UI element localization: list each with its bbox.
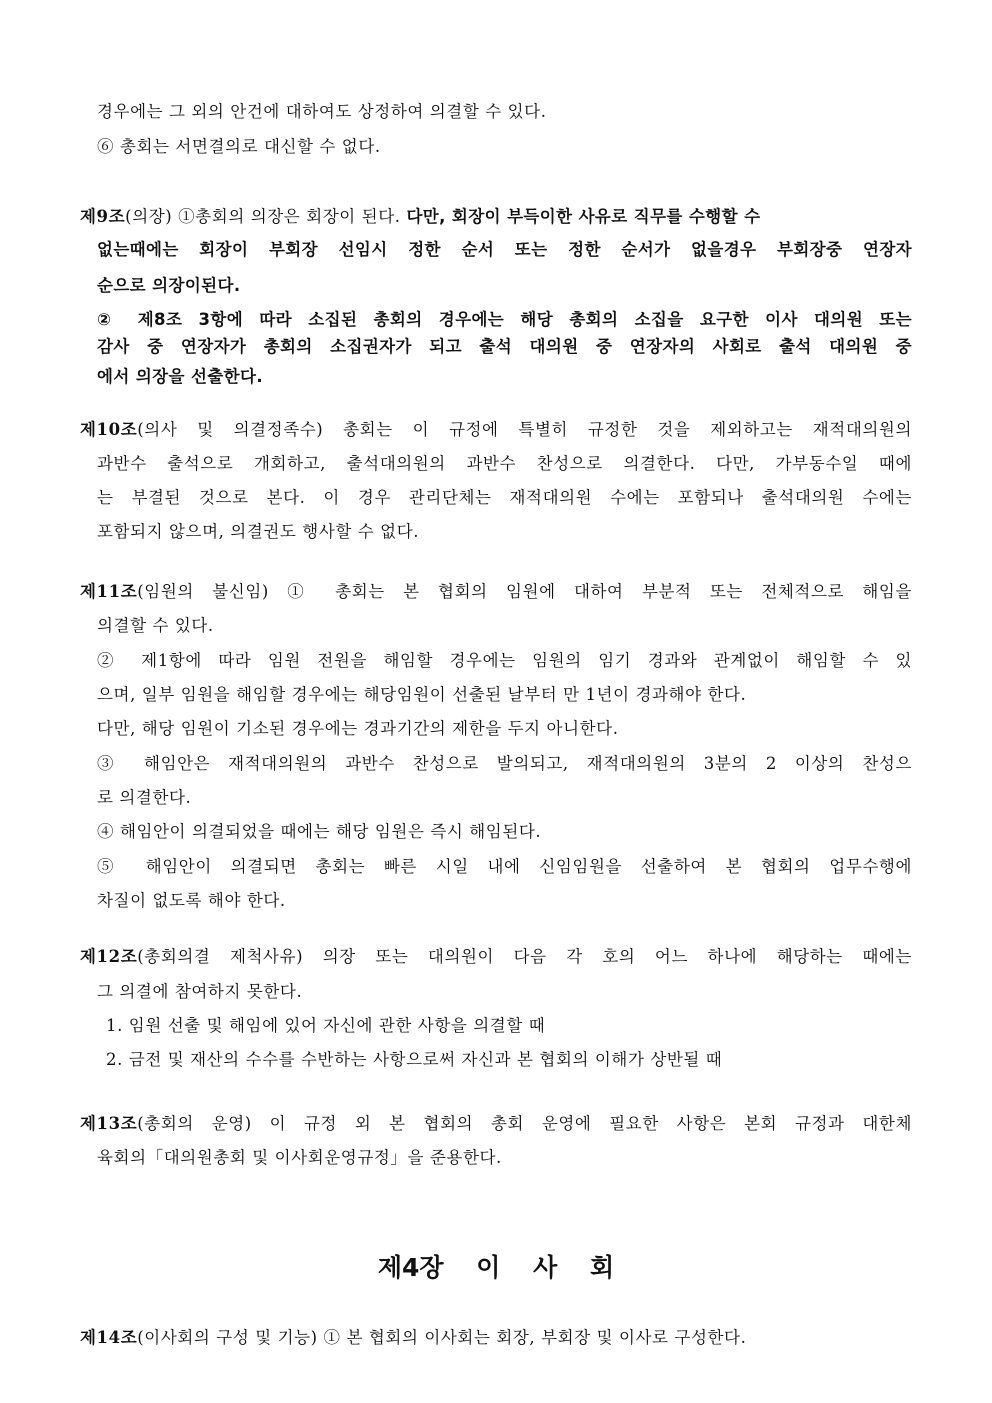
article-12-line-1 (80, 946, 912, 968)
article-9-number: 제9조 (80, 207, 126, 226)
article-11-line-9: ⑤ 해임안이 의결되면 총회는 빠른 시일 내에 신임임원을 선출하여 본 협회의 업무수행에 (97, 857, 912, 876)
article-11-line-6: ③ 해임안은 재적대의원의 과반수 찬성으로 발의되고, 재적대의원의 3분의 2 이상의 찬성으 (97, 754, 912, 773)
article-11-line-2: 의결할 수 있다. (97, 616, 214, 635)
article-14-text-1: (이사회의 구성 및 기능) ① 본 협회의 이사회는 회장, 부회장 및 이사로 구성한다. (137, 1328, 747, 1347)
article-9-title: (의장) (125, 207, 179, 226)
article-9-line-6: 에서 의장을 선출한다. (97, 367, 264, 386)
article-10-line-1 (80, 419, 912, 441)
article-14-number: 제14조 (80, 1328, 138, 1347)
article-12-line-2: 그 의결에 참여하지 못한다. (97, 982, 303, 1001)
article-11-line-10: 차질이 없도록 해야 한다. (97, 891, 286, 910)
article-9-line-3: 순으로 의장이된다. (97, 276, 241, 295)
article-11-line-1 (80, 581, 912, 603)
article-9-para-1: ①총회의 의장은 회장이 된다. (178, 207, 407, 226)
article-12-number: 제12조 (80, 947, 138, 966)
article-13-text-1: (총회의 운영) 이 규정 외 본 협회의 총회 운영에 필요한 사항은 본회 규정과 대한체 (137, 1114, 912, 1133)
article-10-line-3: 는 부결된 것으로 본다. 이 경우 관리단체는 재적대의원 수에는 포함되나 출석대의원 수에는 (97, 488, 912, 507)
article-11-line-4: 으며, 일부 임원을 해임할 경우에는 해당임원이 선출된 날부터 만 1년이 경과해야 한다. (97, 685, 747, 704)
article-10-text-1: (의사 및 의결정족수) 총회는 이 규정에 특별히 규정한 것을 제외하고는 재적대의원의 (137, 420, 912, 439)
article-11-line-7: 로 의결한다. (97, 788, 192, 807)
article-12-item-1: 1. 임원 선출 및 해임에 있어 자신에 관한 사항을 의결할 때 (106, 1016, 546, 1035)
article-9-line-5: 감사 중 연장자가 총회의 소집권자가 되고 출석 대의원 중 연장자의 사회로 출석 대의원 중 (97, 337, 912, 356)
article-9-line-4: ② 제8조 3항에 따라 소집된 총회의 경우에는 해당 총회의 소집을 요구한 이사 대의원 또는 (97, 310, 912, 329)
article-13-number: 제13조 (80, 1114, 138, 1133)
article-10-number: 제10조 (80, 420, 138, 439)
article-13-line-1 (80, 1113, 912, 1135)
article-13-line-2: 육회의「대의원총회 및 이사회운영규정」을 준용한다. (97, 1148, 502, 1167)
article-10-line-2: 과반수 출석으로 개회하고, 출석대의원의 과반수 찬성으로 의결한다. 다만, 가부동수일 때에 (97, 454, 912, 473)
article-9-para-1-bold: 다만, 회장이 부득이한 사유로 직무를 수행할 수 (406, 207, 761, 226)
article-11-line-5: 다만, 해당 임원이 기소된 경우에는 경과기간의 제한을 두지 아니한다. (97, 719, 619, 738)
article-9-line-2: 없는때에는 회장이 부회장 선임시 정한 순서 또는 정한 순서가 없을경우 부회장중 연장자 (97, 240, 912, 259)
prev-line-1: 경우에는 그 외의 안건에 대하여도 상정하여 의결할 수 있다. (97, 102, 547, 121)
article-9-line-1 (80, 206, 760, 228)
chapter-4-heading: 제4장 이 사 회 (377, 1253, 615, 1282)
article-11-line-3: ② 제1항에 따라 임원 전원을 해임할 경우에는 임원의 임기 경과와 관계없이 해임할 수 있 (97, 651, 912, 670)
article-11-line-8: ④ 해임안이 의결되었을 때에는 해당 임원은 즉시 해임된다. (97, 822, 542, 841)
prev-item-6: ⑥ 총회는 서면결의로 대신할 수 없다. (97, 137, 381, 156)
article-12-item-2: 2. 금전 및 재산의 수수를 수반하는 사항으로써 자신과 본 협회의 이해가 상반될 때 (106, 1050, 723, 1069)
article-10-line-4: 포함되지 않으며, 의결권도 행사할 수 없다. (97, 522, 420, 541)
article-12-text-1: (총회의결 제척사유) 의장 또는 대의원이 다음 각 호의 어느 하나에 해당하는 때에는 (137, 947, 912, 966)
article-11-number: 제11조 (80, 582, 138, 601)
article-14-line-1 (80, 1327, 746, 1349)
article-11-text-1: (임원의 불신임) ① 총회는 본 협회의 임원에 대하여 부분적 또는 전체적으로 해임을 (137, 582, 912, 601)
